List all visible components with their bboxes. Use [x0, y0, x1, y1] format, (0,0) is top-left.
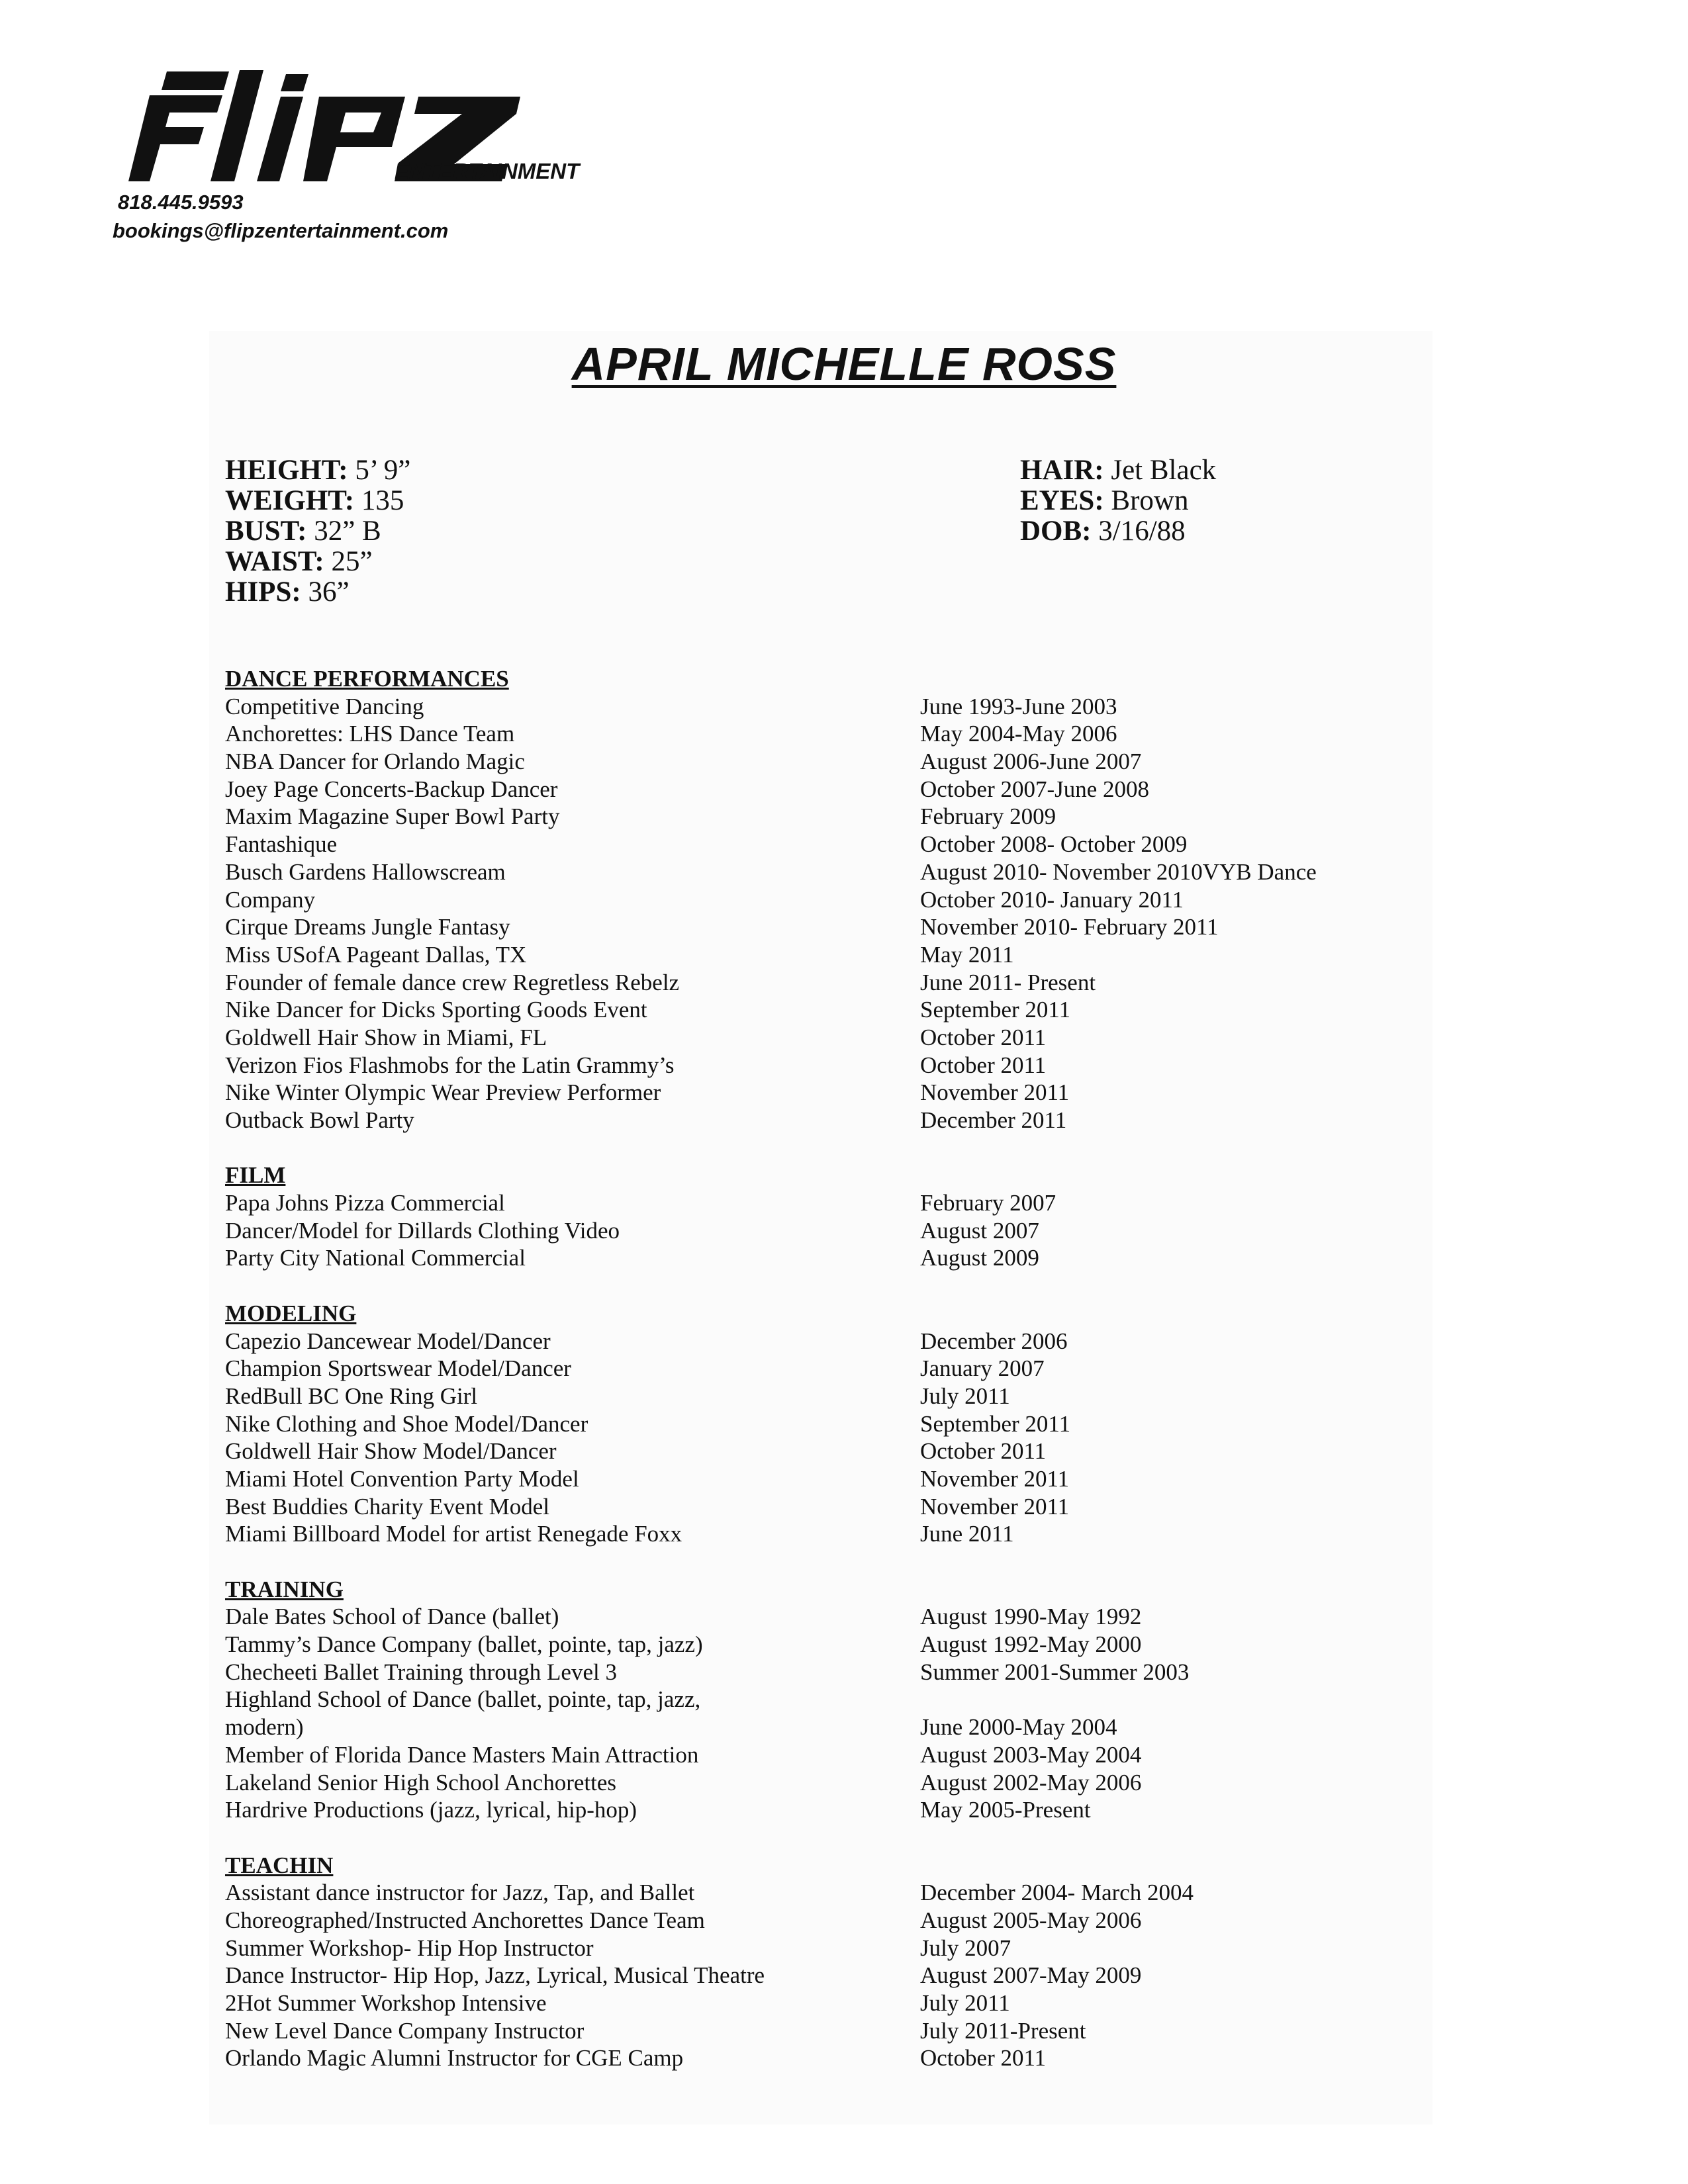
item-name: Tammy’s Dance Company (ballet, pointe, tap, jazz): [225, 1631, 703, 1658]
item-name: modern): [225, 1714, 304, 1741]
item-date: June 1993-June 2003: [920, 693, 1117, 719]
contact-phone: 818.445.9593: [118, 191, 244, 214]
item-date: July 2011: [920, 1383, 1010, 1409]
item-date: August 1992-May 2000: [920, 1631, 1142, 1658]
item-name: Goldwell Hair Show in Miami, FL: [225, 1024, 547, 1050]
item-date: September 2011: [920, 997, 1071, 1023]
item-date: October 2010- January 2011: [920, 886, 1184, 913]
item-name: 2Hot Summer Workshop Intensive: [225, 1990, 547, 2016]
item-date: June 2011- Present: [920, 969, 1096, 995]
list-item: [225, 1328, 1430, 1355]
stat-label: WAIST:: [225, 546, 324, 577]
flipz-entertainment-logo: [123, 44, 590, 185]
list-item: [225, 1879, 1430, 1907]
list-item: [225, 803, 1430, 831]
item-name: Summer Workshop- Hip Hop Instructor: [225, 1934, 594, 1961]
item-date: September 2011: [920, 1410, 1071, 1437]
stat-value: Jet Black: [1111, 455, 1217, 486]
section-gap: [225, 1134, 1430, 1162]
item-name: NBA Dancer for Orlando Magic: [225, 749, 525, 775]
stat-eyes: [1020, 486, 1216, 516]
item-name: RedBull BC One Ring Girl: [225, 1383, 478, 1409]
item-name: Miss USofA Pageant Dallas, TX: [225, 941, 527, 968]
stat-weight: [225, 486, 410, 516]
list-item: [225, 1796, 1430, 1824]
item-name: Founder of female dance crew Regretless Rebelz: [225, 969, 680, 995]
section-heading: TRAINING: [225, 1576, 344, 1602]
item-name: Anchorettes: LHS Dance Team: [225, 721, 515, 747]
list-item: [225, 1659, 1430, 1686]
stats-left: [225, 455, 410, 608]
item-name: Company: [225, 886, 316, 913]
item-name: Fantashique: [225, 831, 338, 858]
item-name: Goldwell Hair Show Model/Dancer: [225, 1438, 557, 1465]
item-date: May 2004-May 2006: [920, 721, 1117, 747]
item-name: Dale Bates School of Dance (ballet): [225, 1604, 559, 1630]
item-name: Dancer/Model for Dillards Clothing Video: [225, 1217, 620, 1244]
list-item: [225, 748, 1430, 776]
list-item: [225, 1907, 1430, 1934]
stat-label: BUST:: [225, 516, 307, 547]
item-name: Capezio Dancewear Model/Dancer: [225, 1328, 551, 1354]
list-item: [225, 2017, 1430, 2045]
section-heading: TEACHIN: [225, 1852, 334, 1878]
list-item: [225, 996, 1430, 1024]
item-date: October 2007-June 2008: [920, 776, 1150, 802]
stat-value: 3/16/88: [1098, 516, 1186, 547]
stat-value: 25”: [331, 546, 373, 577]
item-date: October 2011: [920, 2045, 1047, 2071]
item-name: Best Buddies Charity Event Model: [225, 1493, 549, 1520]
item-date: [920, 1686, 1430, 1713]
item-date: December 2004- March 2004: [920, 1880, 1194, 1906]
stat-label: EYES:: [1020, 485, 1104, 516]
stat-value: 5’ 9”: [355, 455, 411, 486]
item-date: August 2003-May 2004: [920, 1741, 1142, 1768]
item-date: August 2007: [920, 1217, 1039, 1244]
list-item: [225, 831, 1430, 858]
item-date: November 2011: [920, 1079, 1070, 1106]
item-name: Choreographed/Instructed Anchorettes Dance Team: [225, 1907, 705, 1933]
list-item: [225, 1410, 1430, 1438]
item-name: Papa Johns Pizza Commercial: [225, 1190, 505, 1216]
list-item: [225, 1107, 1430, 1134]
list-item: [225, 941, 1430, 969]
item-name: Nike Winter Olympic Wear Preview Performer: [225, 1079, 661, 1106]
item-date: July 2011: [920, 1990, 1010, 2016]
item-date: May 2011: [920, 941, 1014, 968]
list-item: [225, 1437, 1430, 1465]
item-date: August 2002-May 2006: [920, 1769, 1142, 1796]
list-item: [225, 1713, 1430, 1741]
stat-hair: [1020, 455, 1216, 486]
item-name: Member of Florida Dance Masters Main Attraction: [225, 1741, 699, 1768]
item-date: November 2010- February 2011: [920, 914, 1219, 940]
item-name: Joey Page Concerts-Backup Dancer: [225, 776, 558, 802]
list-item: [225, 1962, 1430, 1989]
list-item: [225, 1383, 1430, 1410]
list-item: [225, 1741, 1430, 1769]
stat-height: [225, 455, 410, 486]
list-item: [225, 1465, 1430, 1493]
item-name: Checheeti Ballet Training through Level 3: [225, 1659, 617, 1685]
stat-value: 32” B: [314, 516, 381, 547]
list-item: [225, 693, 1430, 721]
item-date: October 2011: [920, 1052, 1047, 1078]
item-name: Competitive Dancing: [225, 693, 424, 719]
item-date: August 2006-June 2007: [920, 749, 1142, 775]
list-item: [225, 913, 1430, 941]
item-name: Dance Instructor- Hip Hop, Jazz, Lyrical, Musical Theatre: [225, 1962, 765, 1989]
item-name: Verizon Fios Flashmobs for the Latin Grammy’s: [225, 1052, 675, 1078]
contact-email: bookings@flipzentertainment.com: [113, 219, 449, 242]
logo-subtitle: ENTERTAINMENT: [395, 159, 580, 183]
list-item: [225, 1189, 1430, 1217]
item-name: Hardrive Productions (jazz, lyrical, hip-hop): [225, 1797, 637, 1823]
item-date: February 2007: [920, 1190, 1056, 1216]
item-date: January 2007: [920, 1355, 1045, 1382]
stat-label: HAIR:: [1020, 455, 1104, 486]
section-heading: DANCE PERFORMANCES: [225, 666, 509, 692]
stat-value: 36”: [308, 576, 350, 608]
item-name: Cirque Dreams Jungle Fantasy: [225, 914, 510, 940]
list-item: [225, 1603, 1430, 1631]
list-item: [225, 776, 1430, 803]
item-name: New Level Dance Company Instructor: [225, 2017, 585, 2044]
stat-waist: [225, 547, 410, 577]
stats-right: [1020, 455, 1216, 547]
item-date: July 2011-Present: [920, 2017, 1086, 2044]
list-item: [225, 1631, 1430, 1659]
item-date: August 2009: [920, 1245, 1039, 1271]
section-gap: [225, 1548, 1430, 1576]
stat-label: HIPS:: [225, 576, 301, 608]
stat-label: HEIGHT:: [225, 455, 348, 486]
list-item: [225, 1934, 1430, 1962]
list-item: [225, 858, 1430, 886]
list-item: [225, 1244, 1430, 1272]
item-name: Lakeland Senior High School Anchorettes: [225, 1769, 616, 1796]
stat-value: 135: [361, 485, 404, 516]
list-item: [225, 1024, 1430, 1052]
stat-label: WEIGHT:: [225, 485, 355, 516]
item-date: October 2008- October 2009: [920, 831, 1188, 858]
item-date: November 2011: [920, 1493, 1070, 1520]
item-name: Champion Sportswear Model/Dancer: [225, 1355, 571, 1382]
list-item: [225, 1052, 1430, 1079]
stat-value: Brown: [1111, 485, 1189, 516]
section-gap: [225, 1272, 1430, 1300]
section-heading: FILM: [225, 1162, 286, 1189]
list-item: [225, 720, 1430, 748]
item-name: Highland School of Dance (ballet, pointe, tap, jazz,: [225, 1686, 701, 1713]
list-item: [225, 1769, 1430, 1797]
item-date: February 2009: [920, 803, 1056, 830]
item-date: December 2011: [920, 1107, 1067, 1133]
list-item: [225, 1520, 1430, 1548]
stat-bust: [225, 516, 410, 547]
item-name: Party City National Commercial: [225, 1245, 526, 1271]
item-date: May 2005-Present: [920, 1797, 1091, 1823]
item-name: Nike Clothing and Shoe Model/Dancer: [225, 1410, 588, 1437]
list-item: [225, 886, 1430, 914]
page-title: APRIL MICHELLE ROSS: [571, 338, 1117, 390]
stat-hips: [225, 577, 410, 608]
item-date: June 2000-May 2004: [920, 1714, 1117, 1741]
resume-sections: [225, 665, 1430, 2072]
item-name: Busch Gardens Hallowscream: [225, 858, 506, 885]
item-date: August 2010- November 2010VYB Dance: [920, 858, 1317, 885]
item-date: July 2007: [920, 1934, 1011, 1961]
list-item: [225, 1989, 1430, 2017]
item-name: Miami Billboard Model for artist Renegade Foxx: [225, 1521, 682, 1547]
item-date: October 2011: [920, 1024, 1047, 1050]
item-date: October 2011: [920, 1438, 1047, 1465]
item-date: August 2005-May 2006: [920, 1907, 1142, 1933]
item-date: November 2011: [920, 1465, 1070, 1492]
list-item: [225, 1355, 1430, 1383]
list-item: [225, 1493, 1430, 1521]
list-item: [225, 969, 1430, 997]
item-name: Miami Hotel Convention Party Model: [225, 1465, 579, 1492]
list-item: [225, 1217, 1430, 1245]
stat-label: DOB:: [1020, 516, 1092, 547]
item-date: Summer 2001-Summer 2003: [920, 1659, 1190, 1685]
item-name: Outback Bowl Party: [225, 1107, 414, 1133]
section-heading: MODELING: [225, 1300, 357, 1326]
item-date: August 2007-May 2009: [920, 1962, 1142, 1989]
list-item: [225, 2044, 1430, 2072]
stat-dob: [1020, 516, 1216, 547]
section-gap: [225, 1824, 1430, 1852]
list-item: [225, 1079, 1430, 1107]
item-date: December 2006: [920, 1328, 1068, 1354]
list-item: [225, 1686, 1430, 1713]
item-name: Orlando Magic Alumni Instructor for CGE Camp: [225, 2045, 684, 2071]
item-date: August 1990-May 1992: [920, 1604, 1142, 1630]
item-date: June 2011: [920, 1521, 1014, 1547]
item-name: Assistant dance instructor for Jazz, Tap, and Ballet: [225, 1880, 695, 1906]
item-name: Nike Dancer for Dicks Sporting Goods Event: [225, 997, 647, 1023]
item-name: Maxim Magazine Super Bowl Party: [225, 803, 560, 830]
